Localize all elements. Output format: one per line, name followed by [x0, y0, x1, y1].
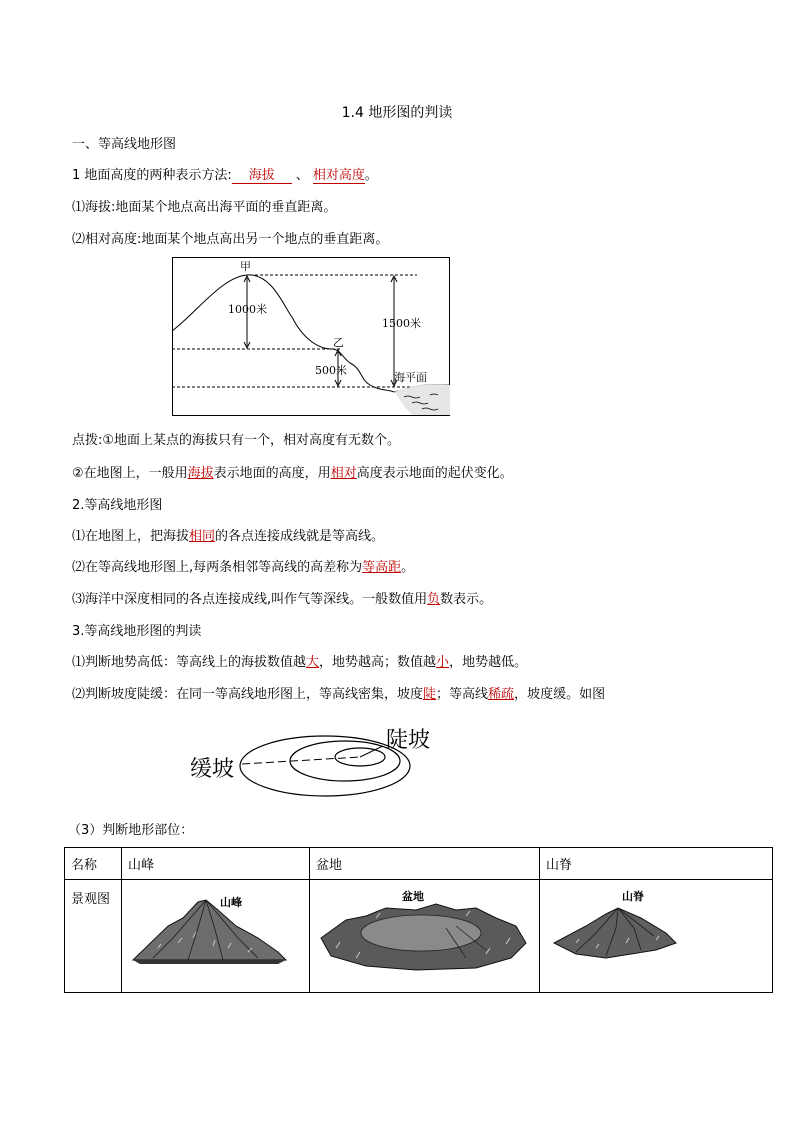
answer-haiba: 海拔 [187, 466, 214, 481]
tip-line-2 [72, 466, 513, 482]
depth-contour [72, 592, 492, 608]
point-jia-label: 甲 [240, 260, 251, 273]
height-1500-label: 1500米 [382, 317, 421, 330]
answer-blank-1: 海拔 [232, 168, 292, 184]
s3l1-post: ，地势越低。 [449, 655, 528, 670]
terrain-part-heading: （3）判断地形部位： [68, 823, 194, 838]
table-image-row [65, 880, 773, 993]
s2l3-post: 数表示。 [440, 592, 493, 607]
section-heading-contour-map: 2.等高线地形图 [72, 498, 163, 513]
answer-denggaoju: 等高距 [362, 560, 402, 575]
header-peak: 山峰 [122, 848, 310, 880]
section-heading-reading: 3.等高线地形图的判读 [72, 624, 202, 639]
contour-interval [72, 560, 414, 576]
peak-image-label: 山峰 [220, 896, 243, 909]
elevation-diagram [172, 257, 451, 417]
s3l2-post: ，坡度缓。如图 [514, 687, 606, 702]
section-heading-contour: 一、等高线地形图 [72, 137, 177, 152]
question-end: 。 [364, 168, 378, 183]
ridge-illustration [546, 888, 766, 968]
row-label-landscape: 景观图 [65, 880, 122, 993]
tip2-mid: 表示地面的高度，用 [213, 466, 331, 481]
s3l2-mid: ；等高线 [436, 687, 489, 702]
answer-xiangtong: 相同 [189, 529, 216, 544]
tip2-pre: ②在地图上，一般用 [72, 466, 188, 481]
ridge-image-label: 山脊 [621, 890, 644, 903]
tip2-post: 高度表示地面的起伏变化。 [356, 466, 513, 481]
question-elevation-methods [72, 168, 378, 184]
definition-relative-height: ⑵相对高度:地面某个地点高出另一个地点的垂直距离。 [72, 232, 389, 247]
ridge-cell [539, 880, 772, 993]
answer-da: 大 [306, 655, 320, 670]
contour-definition [72, 529, 384, 545]
slope-rule [72, 687, 605, 703]
s2l1-pre: ⑴在地图上，把海拔 [72, 529, 190, 544]
answer-xiangdui: 相对 [330, 466, 357, 481]
steep-slope-label: 陡坡 [386, 728, 431, 753]
separator: 、 [295, 168, 309, 183]
s3l1-pre: ⑴判断地势高低：等高线上的海拔数值越 [72, 655, 307, 670]
peak-cell [122, 880, 310, 993]
basin-image-label: 盆地 [402, 890, 425, 903]
s3l2-pre: ⑵判断坡度陡缓：在同一等高线地形图上，等高线密集，坡度 [72, 687, 424, 702]
basin-cell [310, 880, 540, 993]
header-name: 名称 [65, 848, 122, 880]
answer-blank-2: 相对高度 [312, 168, 365, 183]
s2l3-pre: ⑶海洋中深度相同的各点连接成线,叫作气等深线。一般数值用 [72, 592, 428, 607]
question-prefix: 1 地面高度的两种表示方法: [72, 168, 232, 183]
slope-contour-diagram [190, 718, 450, 808]
s2l1-post: 的各点连接成线就是等高线。 [215, 529, 385, 544]
definition-elevation: ⑴海拔:地面某个地点高出海平面的垂直距离。 [72, 200, 337, 215]
mountain-peak-illustration [128, 888, 303, 968]
basin-illustration [316, 888, 531, 973]
tip-line-1: 点拨:①地面上某点的海拔只有一个，相对高度有无数个。 [72, 433, 401, 448]
s2l2-post: 。 [401, 560, 415, 575]
height-500-label: 500米 [315, 364, 347, 377]
header-basin: 盆地 [310, 848, 540, 880]
page-title: 1.4 地形图的判读 [341, 105, 453, 121]
answer-xishu: 稀疏 [488, 687, 515, 702]
height-1000-label: 1000米 [228, 303, 267, 316]
s2l2-pre: ⑵在等高线地形图上,每两条相邻等高线的高差称为 [72, 560, 363, 575]
header-ridge: 山脊 [539, 848, 772, 880]
terrain-table [64, 847, 773, 993]
table-header-row [65, 848, 773, 880]
s3l1-mid: ，地势越高；数值越 [319, 655, 437, 670]
sea-level-label: 海平面 [394, 371, 427, 384]
point-yi-label: 乙 [333, 336, 344, 349]
answer-dou: 陡 [423, 687, 437, 702]
answer-xiao: 小 [436, 655, 450, 670]
gentle-slope-label: 缓坡 [190, 757, 235, 782]
answer-fu: 负 [427, 592, 441, 607]
terrain-height-rule [72, 655, 527, 671]
